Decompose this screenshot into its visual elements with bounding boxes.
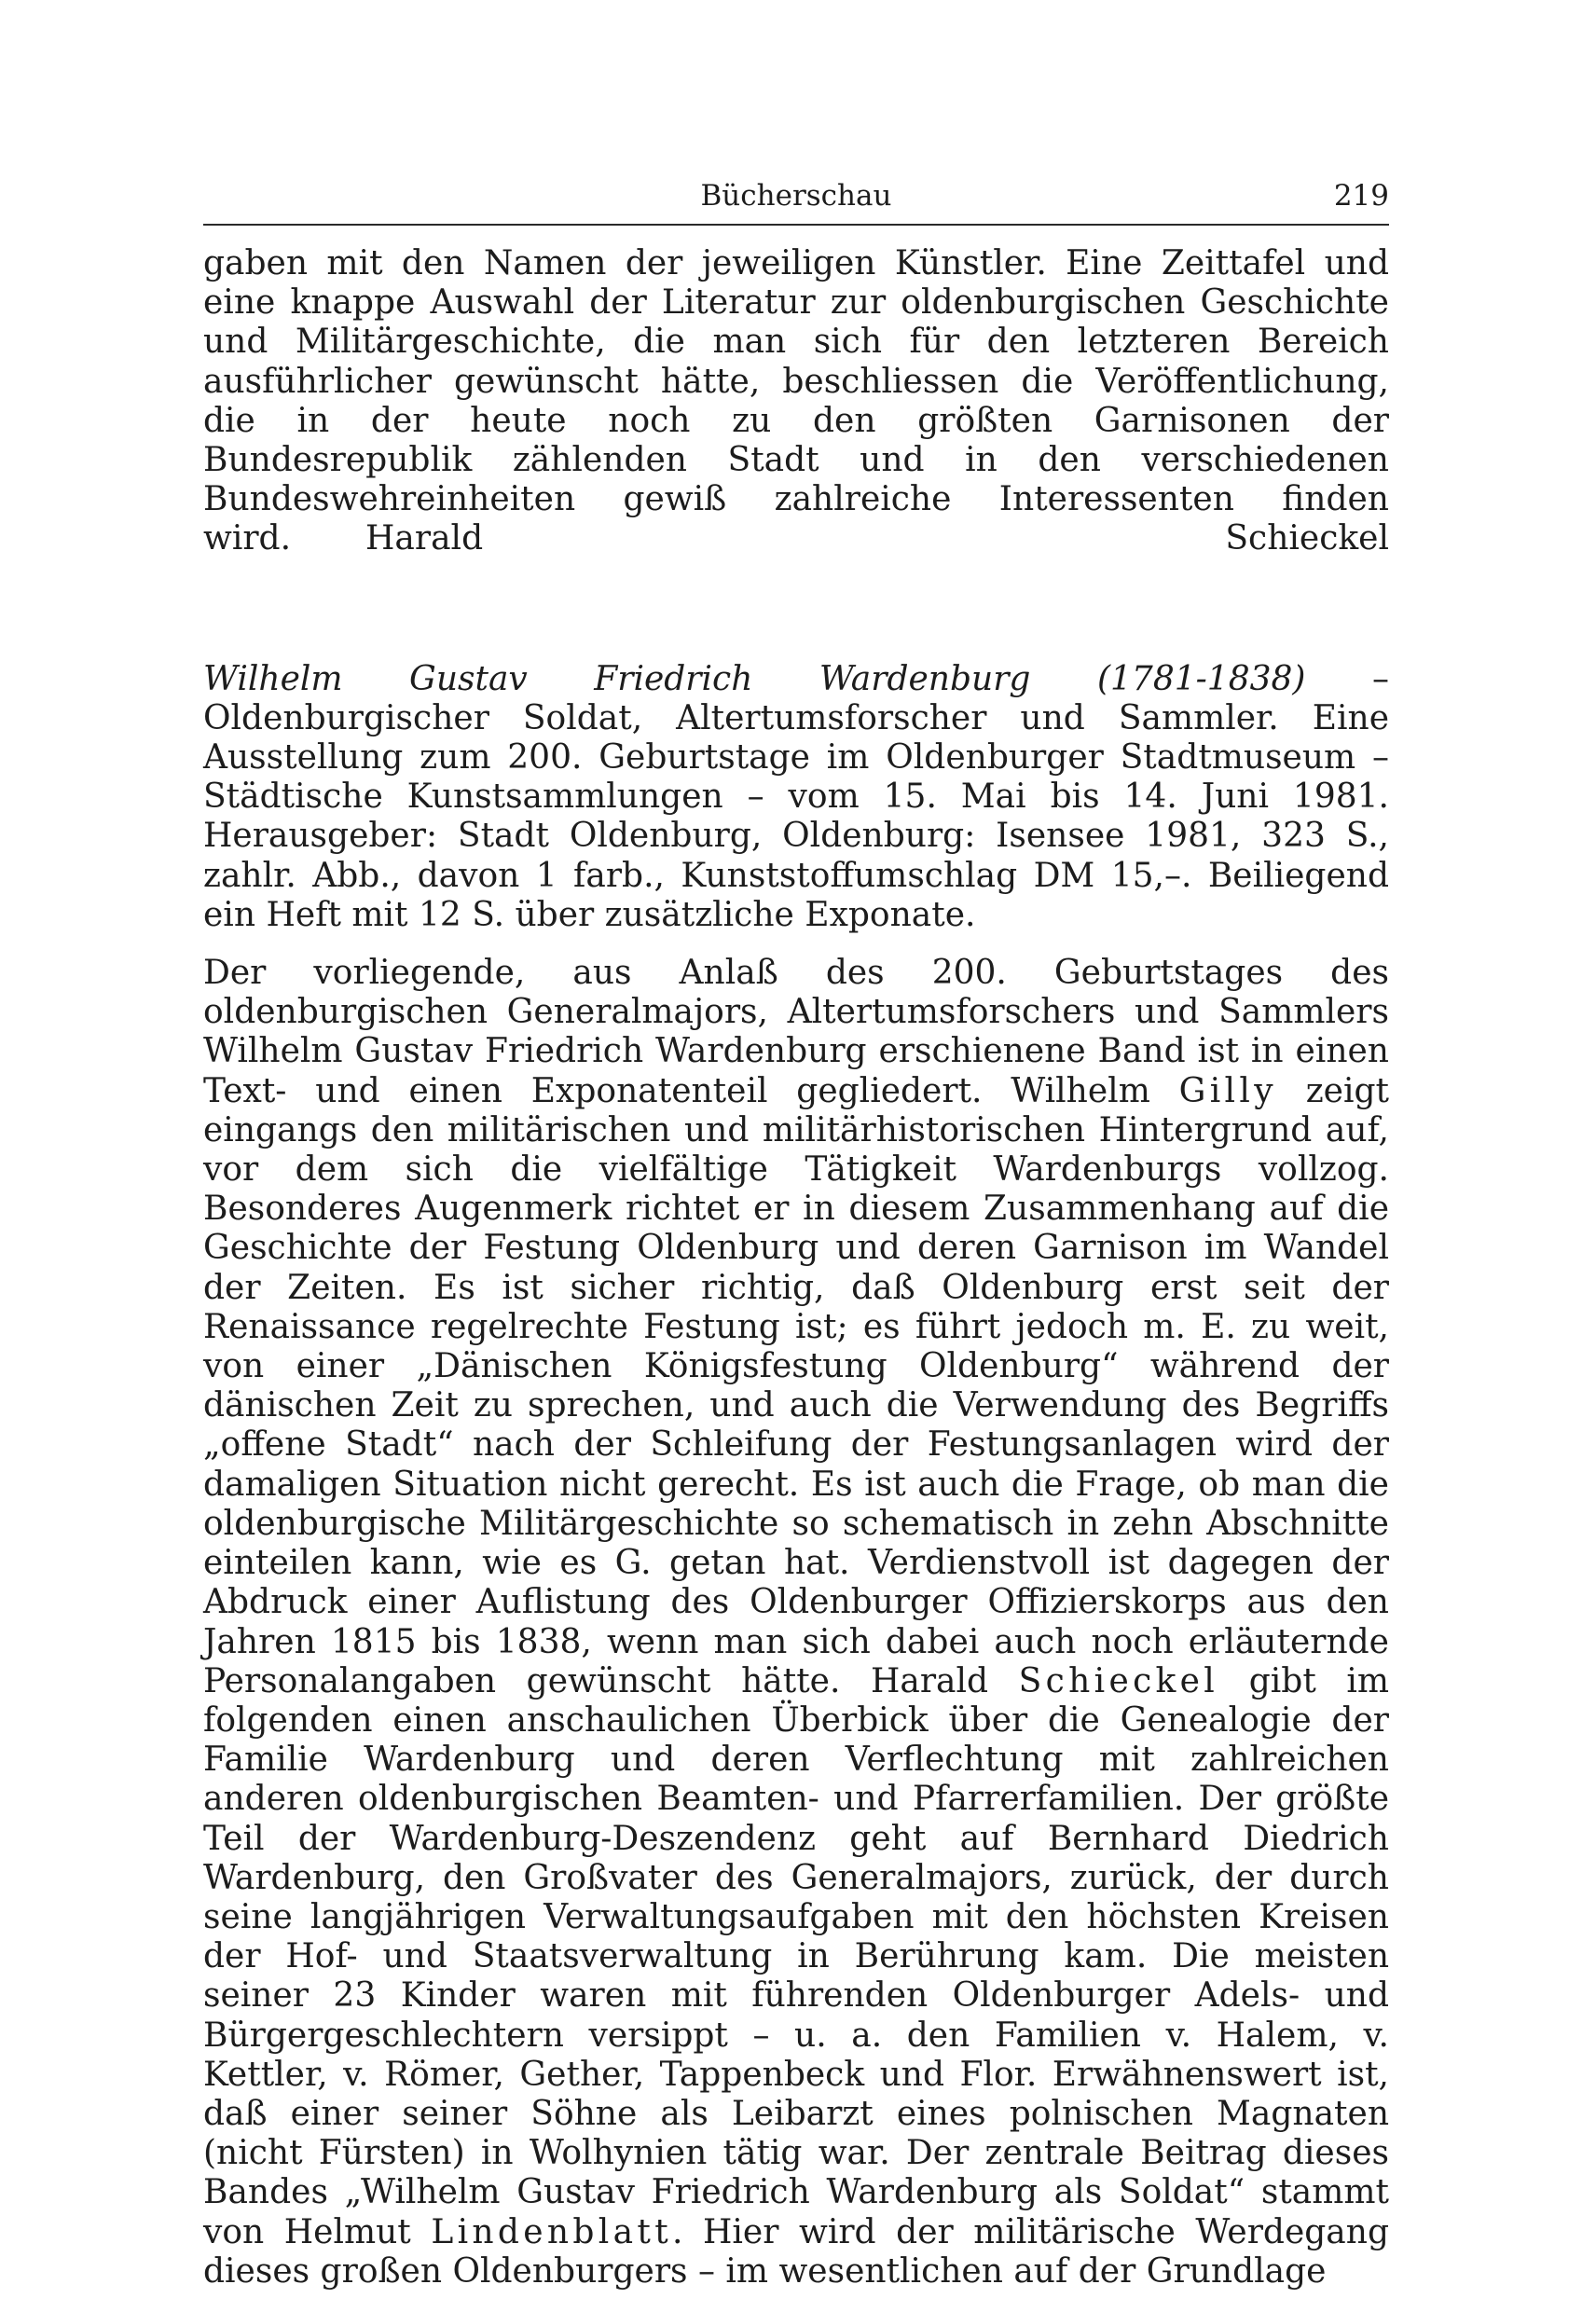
page-number: 219	[1333, 179, 1389, 213]
running-head	[203, 168, 1389, 226]
author-name-lindenblatt: Lindenblatt	[431, 2212, 672, 2251]
review-body-text-4: . Hier wird der militärische Werdegang dieses großen Oldenburgers – im wesentlichen auf der Grundlage	[203, 2212, 1389, 2291]
running-title: Bücherschau	[700, 179, 892, 213]
review-body-text-1: Der vorliegende, aus Anlaß des 200. Geburtstages des oldenburgischen Generalmajors, Altertumsforschers und Sammlers Wilhelm Gustav Friedrich Wardenburg erschienene Band ist in einen Text- und einen Exponatenteil gegliedert. Wilhelm	[203, 954, 1389, 1110]
page	[203, 168, 1389, 2291]
author-name-gilly: Gilly	[1178, 1071, 1277, 1110]
reviewer-signature: Harald Schieckel	[365, 519, 1389, 558]
review-bibliographic-entry	[203, 660, 1389, 935]
book-title: Wilhelm Gustav Friedrich Wardenburg (1781-1838)	[203, 659, 1306, 698]
bibliographic-details: – Oldenburgischer Soldat, Altertumsforscher und Sammler. Eine Ausstellung zum 200. Geburtstage im Oldenburger Stadtmuseum – Städtische Kunstsammlungen – vom 15. Mai bis 14. Juni 1981. Herausgeber: Stadt Oldenburg, Oldenburg: Isensee 1981, 323 S., zahlr. Abb., davon 1 farb., Kunststoffumschlag DM 15,–. Beiliegend ein Heft mit 12 S. über zusätzliche Exponate.	[203, 659, 1390, 934]
previous-review-ending	[203, 244, 1389, 559]
author-name-schieckel: Schieckel	[1018, 1661, 1219, 1700]
review-body-text-3: gibt im folgenden einen anschaulichen Überbick über die Genealogie der Familie Wardenburg und deren Verflechtung mit zahlreichen anderen oldenburgischen Beamten- und Pfarrerfamilien. Der größte Teil der Wardenburg-Deszendenz geht auf Bernhard Diedrich Wardenburg, den Großvater des Generalmajors, zurück, der durch seine langjährigen Verwaltungsaufgaben mit den höchsten Kreisen der Hof- und Staatsverwaltung in Berührung kam. Die meisten seiner 23 Kinder waren mit führenden Oldenburger Adels- und Bürgergeschlechtern versippt – u. a. den Familien v. Halem, v. Kettler, v. Römer, Gether, Tappenbeck und Flor. Erwähnenswert ist, daß einer seiner Söhne als Leibarzt eines polnischen Magnaten (nicht Fürsten) in Wolhynien tätig war. Der zentrale Beitrag dieses Bandes „Wilhelm Gustav Friedrich Wardenburg als Soldat“ stammt von Helmut	[203, 1661, 1390, 2251]
previous-review-text: gaben mit den Namen der jeweiligen Künstler. Eine Zeittafel und eine knappe Auswahl der Literatur zur oldenburgischen Geschichte und Militärgeschichte, die man sich für den letzteren Bereich ausführlicher gewünscht hätte, beschliessen die Veröffentlichung, die in der heute noch zu den größten Garnisonen der Bundesrepublik zählenden Stadt und in den verschiedenen Bundeswehreinheiten gewiß zahlreiche Interessenten finden wird.	[203, 244, 1389, 558]
review-body-text-2: zeigt eingangs den militärischen und militärhistorischen Hintergrund auf, vor dem sich die vielfältige Tätigkeit Wardenburgs vollzog. Besonderes Augenmerk richtet er in diesem Zusammenhang auf die Geschichte der Festung Oldenburg und deren Garnison im Wandel der Zeiten. Es ist sicher richtig, daß Oldenburg erst seit der Renaissance regelrechte Festung ist; es führt jedoch m. E. zu weit, von einer „Dänischen Königsfestung Oldenburg“ während der dänischen Zeit zu sprechen, und auch die Verwendung des Begriffs „offene Stadt“ nach der Schleifung der Festungsanlagen wird der damaligen Situation nicht gerecht. Es ist auch die Frage, ob man die oldenburgische Militärgeschichte so schematisch in zehn Abschnitte einteilen kann, wie es G. getan hat. Verdienstvoll ist dagegen der Abdruck einer Auflistung des Oldenburger Offizierskorps aus den Jahren 1815 bis 1838, wenn man sich dabei auch noch erläuternde Personalangaben gewünscht hätte. Harald	[203, 1071, 1389, 1700]
review-body	[203, 954, 1389, 2291]
